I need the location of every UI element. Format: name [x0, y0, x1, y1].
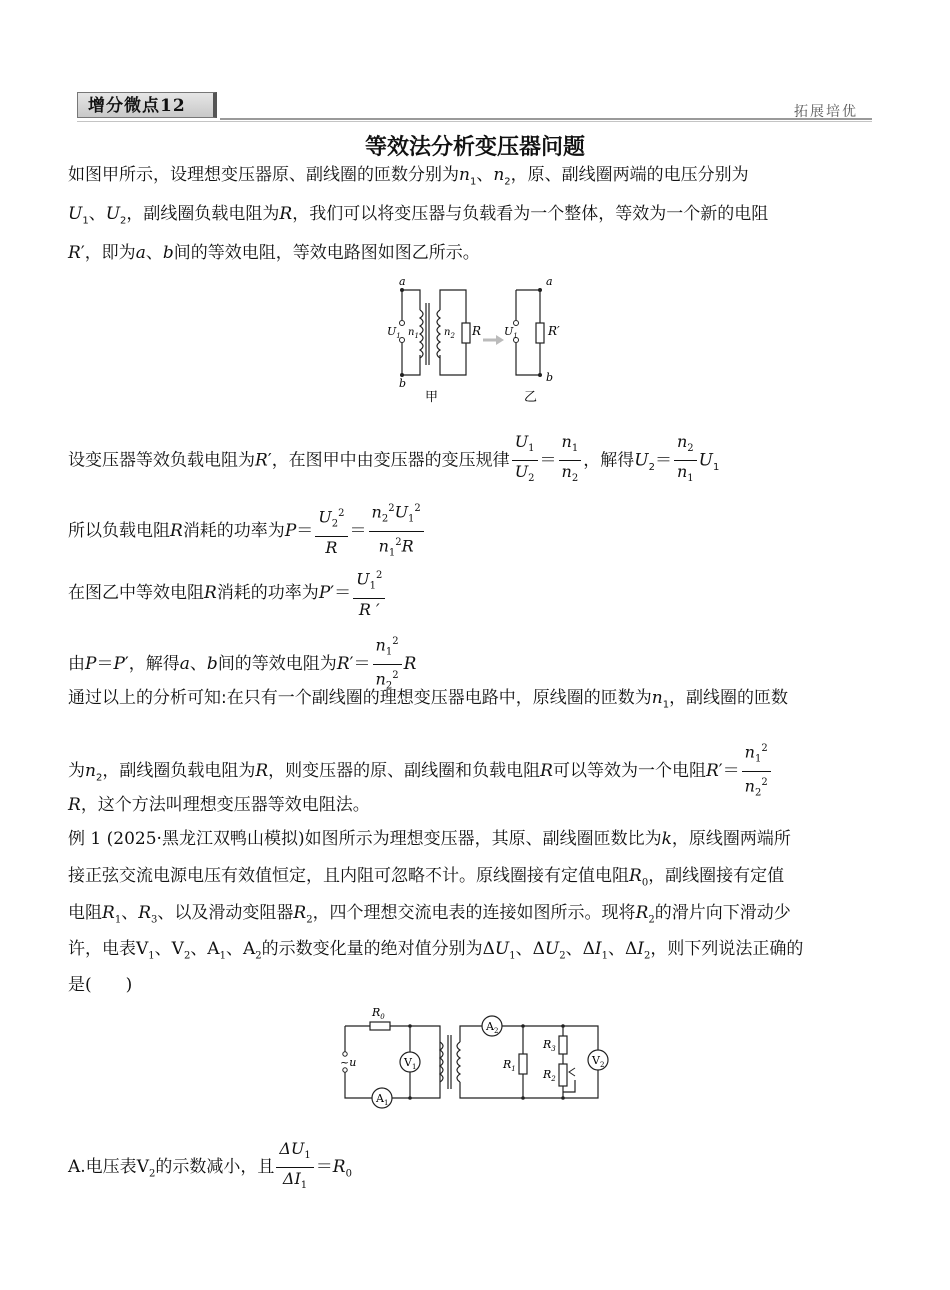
svg-text:R2: $R_2$ [543, 1068, 556, 1083]
svg-text:U1: $U_1$ [504, 325, 518, 340]
intro-line-2: $U_1$、$U_2$，副线圈负载电阻为R，我们可以将变压器与负载看为一个整体，等效为一个新的电阻 [68, 204, 769, 227]
svg-text:n2: $n_2$ [444, 327, 455, 340]
option-a: A.电压表$V_2$的示数减小，且 $\frac{\Delta U_1}{\Delta I_1}$ $=R_0$ [68, 1139, 352, 1192]
example-line-4: 许，电表$V_1$、$V_2$、$A_1$、$A_2$的示数变化量的绝对值分别为$\Delta U_1$、$\Delta U_2$、$\Delta I_1$、$\Delta I_2$，则下列说法正确的 [68, 939, 804, 962]
header-right-label: 拓展培优 [794, 104, 858, 120]
figure-label-jia: 甲 [425, 390, 439, 405]
equivalent-circuit-figure [370, 273, 570, 408]
example-line-1: 例 1 (2025·黑龙江双鸭山模拟)如图所示为理想变压器，其原、副线圈匝数比为k，原线圈两端所 [68, 829, 791, 849]
svg-text:V1: $V_1$ [404, 1056, 417, 1071]
svg-text:A1: $A_1$ [376, 1092, 389, 1107]
conclusion-line-2: 为$n_2$，副线圈负载电阻为R，则变压器的原、副线圈和负载电阻R可以等效为一个电阻R′＝ $\frac{n_1^2}{n_2^2}$ [68, 740, 773, 802]
example-line-2: 接正弦交流电源电压有效值恒定，且内阻可忽略不计。原线圈接有定值电阻$R_0$，副线圈接有定值 [68, 866, 785, 889]
page-title: 等效法分析变压器问题 [364, 135, 585, 160]
svg-text:b: b [546, 371, 554, 384]
intro-line-3: R′，即为a、b间的等效电阻，等效电路图如图乙所示。 [68, 243, 480, 263]
svg-text:~u: ~u [340, 1056, 357, 1069]
svg-text:n1: $n_1$ [408, 327, 419, 340]
svg-text:R3: $R_3$ [543, 1038, 556, 1053]
header-rule [220, 118, 872, 120]
svg-text:U1: $U_1$ [387, 325, 401, 340]
svg-text:a: a [399, 275, 406, 288]
intro-line-1: 如图甲所示，设理想变压器原、副线圈的匝数分别为$n_1$、$n_2$，原、副线圈两端的电压分别为 [68, 165, 749, 188]
svg-text:R: R [472, 324, 482, 338]
example-line-5: 是( ) [68, 975, 133, 995]
header-rule-thin [77, 121, 872, 122]
figure-label-yi: 乙 [524, 390, 538, 405]
svg-text:A2: $A_2$ [486, 1020, 499, 1035]
svg-text:R1: $R_1$ [503, 1058, 516, 1073]
example-line-3: 电阻$R_1$、$R_3$、以及滑动变阻器$R_2$，四个理想交流电表的连接如图所示。现将$R_2$的滑片向下滑动少 [68, 903, 791, 926]
example-circuit-figure [330, 1002, 620, 1114]
conclusion-line-3: R，这个方法叫理想变压器等效电阻法。 [68, 795, 370, 815]
svg-text:V2: $V_2$ [592, 1054, 605, 1069]
svg-text:R′: R′ [548, 324, 560, 338]
derivation-line-2: 所以负载电阻R消耗的功率为P＝ $\frac{U_2^2}{R}$ ＝ $\frac{n_2^2U_1^2}{n_1^2R}$ [68, 500, 426, 562]
svg-text:b: b [399, 377, 407, 390]
svg-text:R0: $R_0$ [372, 1006, 385, 1021]
svg-text:a: a [546, 275, 553, 288]
derivation-line-4: 由P＝P′，解得a、b间的等效电阻为R′＝ $\frac{n_1^2}{n_2^2}$ R [68, 633, 416, 695]
derivation-line-1: 设变压器等效负载电阻为R′，在图甲中由变压器的变压规律 $\frac{U_1}{U_2}$ ＝ $\frac{n_1}{n_2}$ ，解得$U_2=$ $\frac{n_2}{n_1}$ $U_1$ [68, 432, 720, 485]
derivation-line-3: 在图乙中等效电阻R消耗的功率为P′＝ $\frac{U_1^2}{R '}$ [68, 567, 387, 619]
conclusion-line-1: 通过以上的分析可知:在只有一个副线圈的理想变压器电路中，原线圈的匝数为$n_1$，副线圈的匝数 [68, 688, 789, 711]
section-tag: 增分微点12 [77, 92, 217, 118]
